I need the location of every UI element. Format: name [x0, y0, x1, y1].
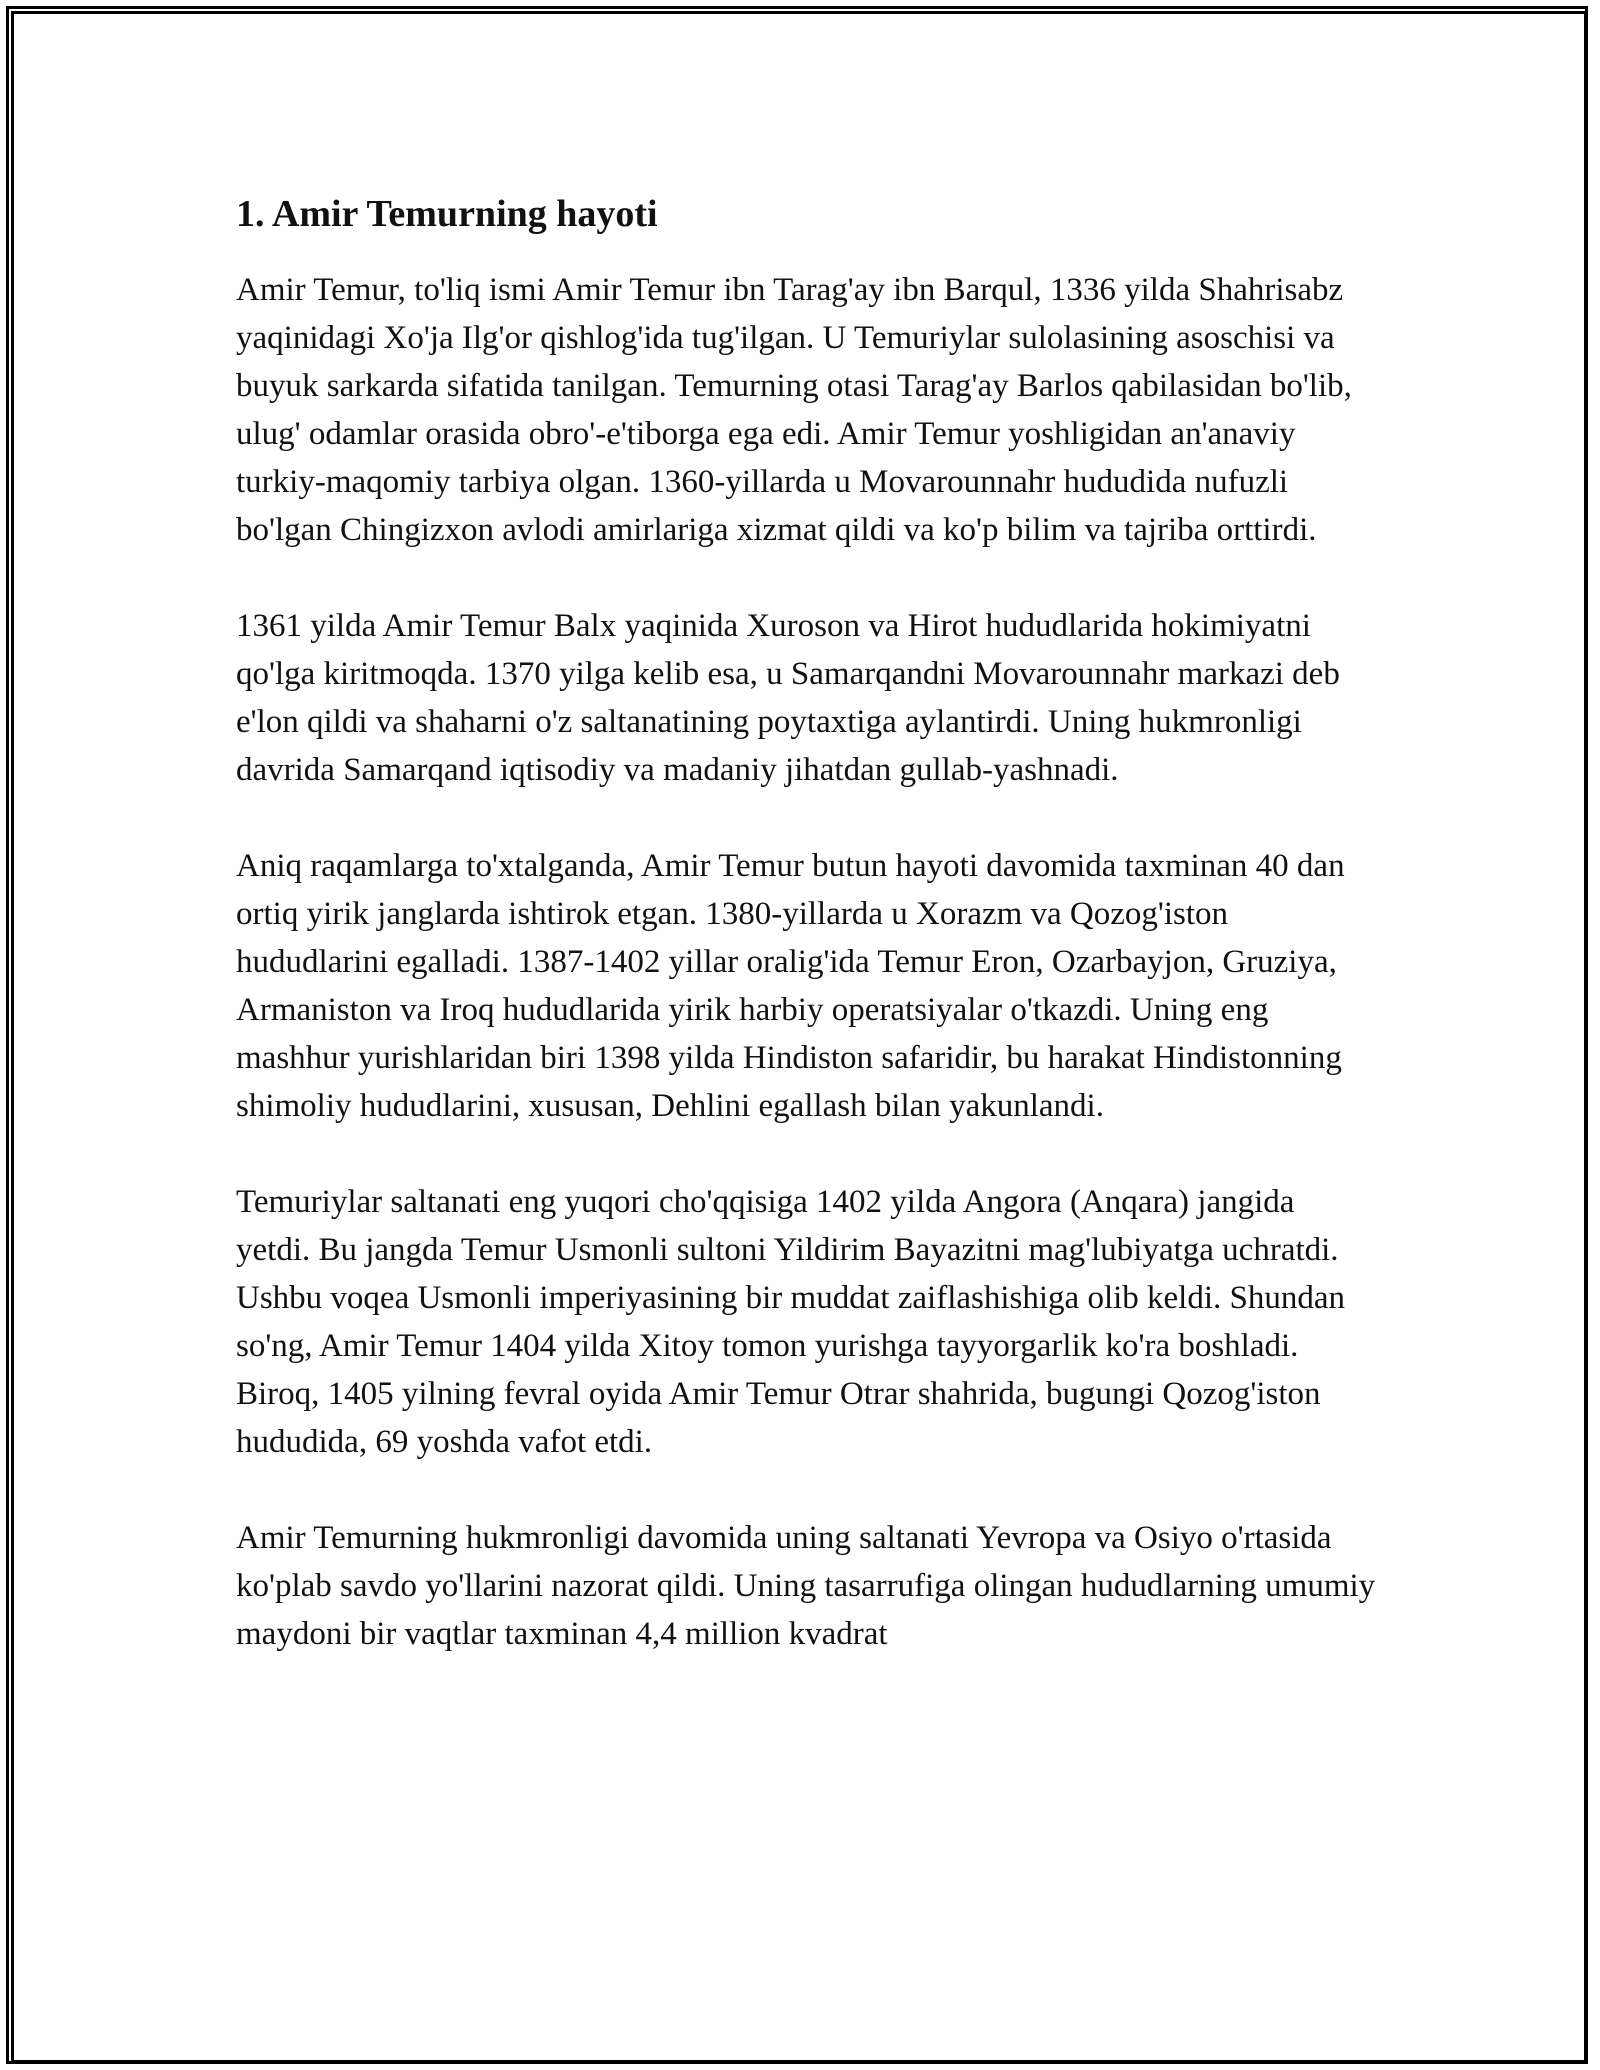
- document-body: [236, 190, 1376, 1706]
- paragraph-1: Amir Temur, to'liq ismi Amir Temur ibn Tarag'ay ibn Barqul, 1336 yilda Shahrisabz yaqinidagi Xo'ja Ilg'or qishlog'ida tug'ilgan. U Temuriylar sulolasining asoschisi va buyuk sarkarda sifatida tanilgan. Temurning otasi Tarag'ay Barlos qabilasidan bo'lib, ulug' odamlar orasida obro'-e'tiborga ega edi. Amir Temur yoshligidan an'anaviy turkiy-maqomiy tarbiya olgan. 1360-yillarda u Movarounnahr hududida nufuzli bo'lgan Chingizxon avlodi amirlariga xizmat qildi va ko'p bilim va tajriba orttirdi.: [236, 272, 1352, 548]
- paragraph-5: Amir Temurning hukmronligi davomida uning saltanati Yevropa va Osiyo o'rtasida ko'plab savdo yo'llarini nazorat qildi. Uning tasarrufiga olingan hududlarning umumiy maydoni bir vaqtlar taxminan 4,4 million kvadrat: [236, 1520, 1376, 1652]
- paragraph-3: Aniq raqamlarga to'xtalganda, Amir Temur butun hayoti davomida taxminan 40 dan ortiq yirik janglarda ishtirok etgan. 1380-yillarda u Xorazm va Qozog'iston hududlarini egalladi. 1387-1402 yillar oralig'ida Temur Eron, Ozarbayjon, Gruziya, Armaniston va Iroq hududlarida yirik harbiy operatsiyalar o'tkazdi. Uning eng mashhur yurishlaridan biri 1398 yilda Hindiston safaridir, bu harakat Hindistonning shimoliy hududlarini, xususan, Dehlini egallash bilan yakunlandi.: [236, 848, 1345, 1124]
- paragraph-4: Temuriylar saltanati eng yuqori cho'qqisiga 1402 yilda Angora (Anqara) jangida yetdi. Bu jangda Temur Usmonli sultoni Yildirim Bayazitni mag'lubiyatga uchratdi. Ushbu voqea Usmonli imperiyasining bir muddat zaiflashishiga olib keldi. Shundan so'ng, Amir Temur 1404 yilda Xitoy tomon yurishga tayyorgarlik ko'ra boshladi. Biroq, 1405 yilning fevral oyida Amir Temur Otrar shahrida, bugungi Qozog'iston hududida, 69 yoshda vafot etdi.: [236, 1184, 1346, 1460]
- paragraph-2: 1361 yilda Amir Temur Balx yaqinida Xuroson va Hirot hududlarida hokimiyatni qo'lga kiritmoqda. 1370 yilga kelib esa, u Samarqandni Movarounnahr markazi deb e'lon qildi va shaharni o'z saltanatining poytaxtiga aylantirdi. Uning hukmronligi davrida Samarqand iqtisodiy va madaniy jihatdan gullab-yashnadi.: [236, 608, 1340, 788]
- section-heading: 1. Amir Temurning hayoti: [236, 193, 658, 235]
